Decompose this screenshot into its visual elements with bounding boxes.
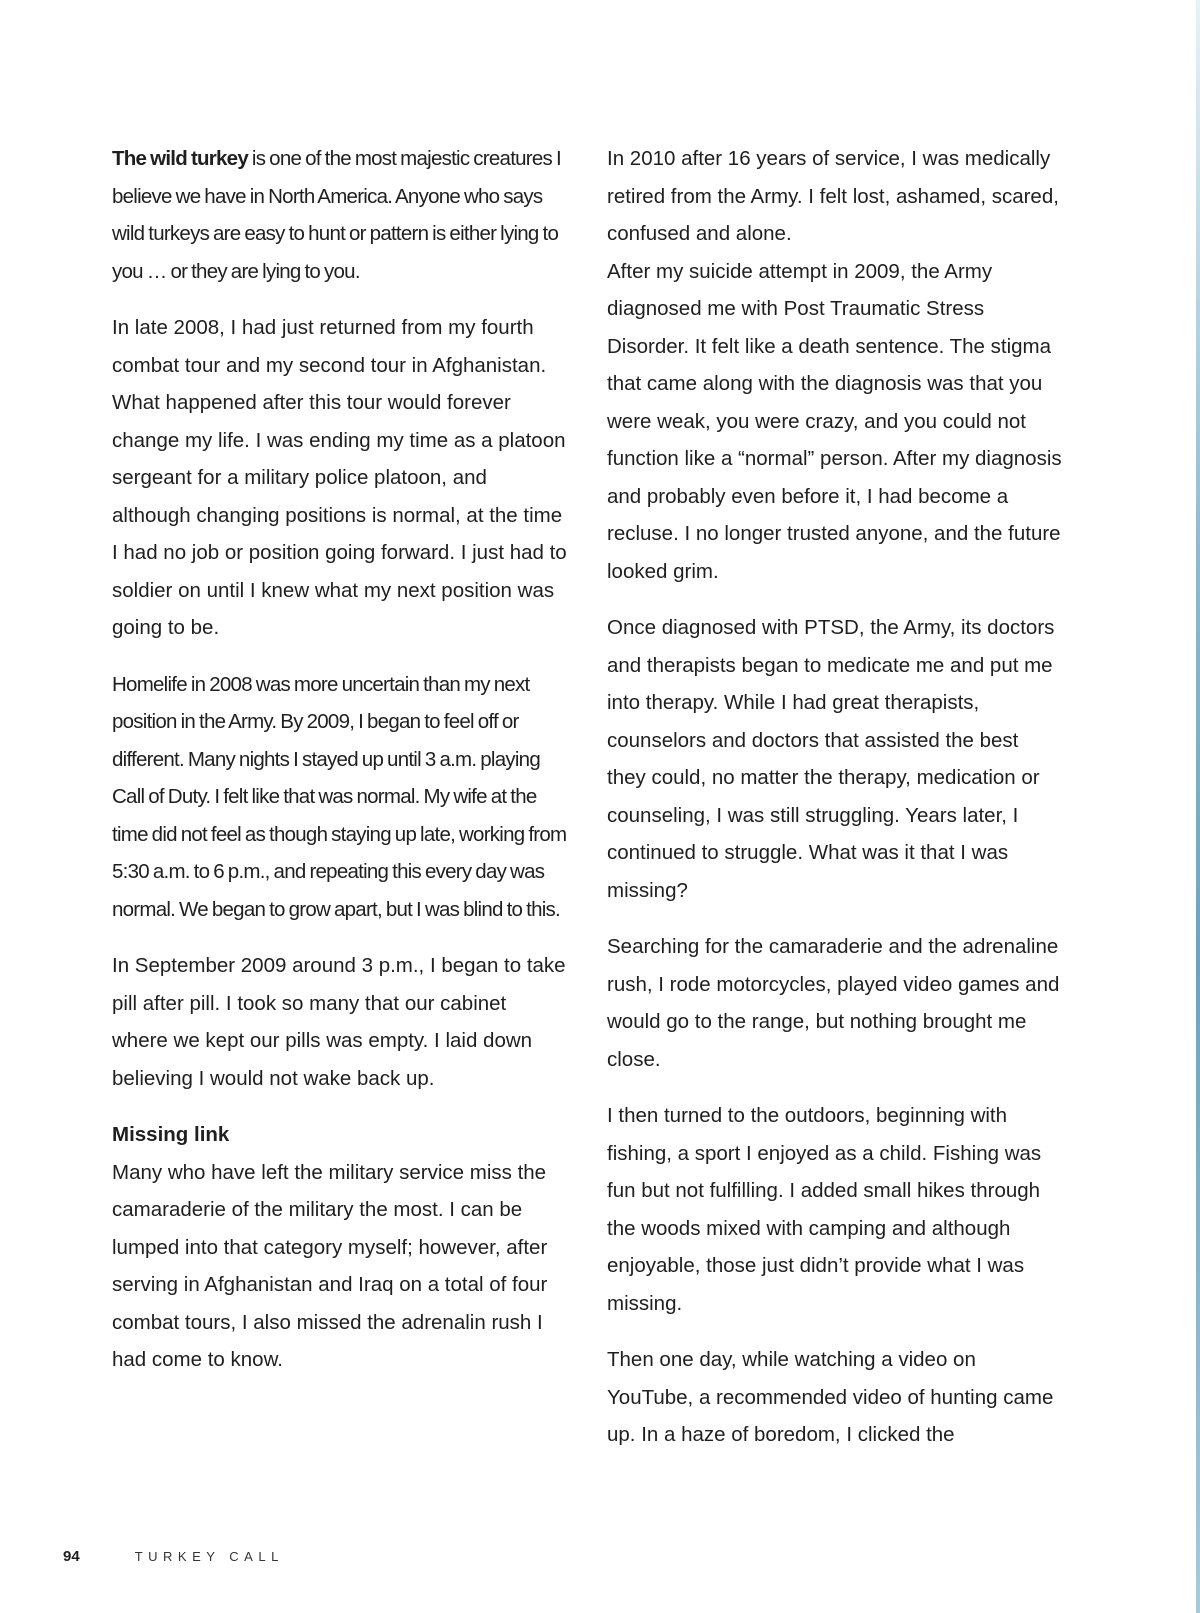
paragraph-missing-link: Many who have left the military service miss the camaraderie of the military the most. I can be lumped into that category myself; however, after serving in Afghanistan and Iraq on a total of four combat tours, I also missed the adrenalin rush I had come to know. <box>112 1160 548 1371</box>
intro-text: is one of the most majestic creatures I believe we have in North America. Anyone who says wild turkeys are easy to hunt or pattern is either lying to you … or they are lying to you. <box>112 147 561 283</box>
page-number: 94 <box>63 1548 80 1565</box>
intro-paragraph <box>112 140 567 290</box>
paragraph-2010-retired: In 2010 after 16 years of service, I was medically retired from the Army. I felt lost, ashamed, scared, confused and alone. <box>607 147 1059 245</box>
paragraph-therapy: Once diagnosed with PTSD, the Army, its doctors and therapists began to medicate me and put me into therapy. While I had great therapists, counselors and doctors that assisted the best they could, no matter the therapy, medication or counseling, I was still struggling. Years later, I continued to struggle. What was it that I was missing? <box>607 616 1055 902</box>
page-footer <box>63 1548 284 1565</box>
page-edge-accent <box>1196 0 1200 1613</box>
right-column <box>607 140 1062 1473</box>
paragraph-homelife: Homelife in 2008 was more uncertain than my next position in the Army. By 2009, I began to feel off or different. Many nights I stayed up until 3 a.m. playing Call of Duty. I felt like that was normal. My wife at the time did not feel as though staying up late, working from 5:30 a.m. to 6 p.m., and repeating this every day was normal. We began to grow apart, but I was blind to this. <box>112 672 567 921</box>
intro-lead-bold: The wild turkey <box>112 147 248 170</box>
paragraph-youtube: Then one day, while watching a video on YouTube, a recommended video of hunting came up. In a haze of boredom, I clicked the <box>607 1348 1054 1446</box>
left-column <box>112 140 567 1398</box>
paragraph-late-2008: In late 2008, I had just returned from my fourth combat tour and my second tour in Afghanistan. What happened after this tour would forever change my life. I was ending my time as a platoon sergeant for a military police platoon, and although changing positions is normal, at the time I had no job or position going forward. I just had to soldier on until I knew what my next position was going to be. <box>112 316 567 639</box>
paragraph-ptsd-diagnosis: After my suicide attempt in 2009, the Army diagnosed me with Post Traumatic Stress Disorder. It felt like a death sentence. The stigma that came along with the diagnosis was that you were weak, you were crazy, and you could not function like a “normal” person. After my diagnosis and probably even before it, I had become a recluse. I no longer trusted anyone, and the future looked grim. <box>607 259 1062 583</box>
paragraph-outdoors: I then turned to the outdoors, beginning with fishing, a sport I enjoyed as a child. Fishing was fun but not fulfilling. I added small hikes through the woods mixed with camping and although enjoyable, those just didn’t provide what I was missing. <box>607 1104 1042 1315</box>
publication-name: TURKEY CALL <box>134 1549 284 1564</box>
paragraph-september-2009: In September 2009 around 3 p.m., I began to take pill after pill. I took so many that our cabinet where we kept our pills was empty. I laid down believing I would not wake back up. <box>112 954 566 1090</box>
paragraph-searching: Searching for the camaraderie and the adrenaline rush, I rode motorcycles, played video games and would go to the range, but nothing brought me close. <box>607 935 1060 1071</box>
subhead-missing-link: Missing link <box>112 1123 230 1146</box>
